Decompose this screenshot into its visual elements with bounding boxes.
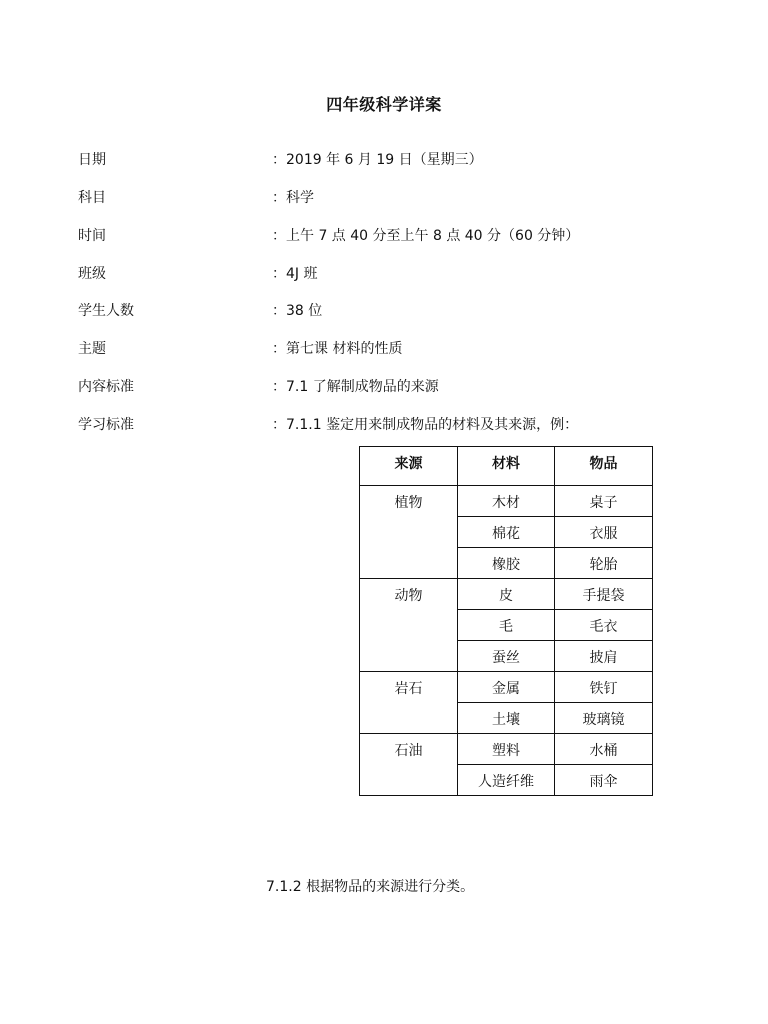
material-cell: 毛 bbox=[458, 610, 555, 641]
info-row-class bbox=[0, 263, 768, 287]
info-row-content-standard bbox=[0, 376, 768, 400]
table-row bbox=[360, 486, 653, 517]
item-cell: 桌子 bbox=[555, 486, 653, 517]
materials-source-table bbox=[359, 446, 653, 796]
item-cell: 毛衣 bbox=[555, 610, 653, 641]
info-label: 主题 bbox=[78, 341, 106, 357]
item-cell: 铁钉 bbox=[555, 672, 653, 703]
material-cell: 塑料 bbox=[458, 734, 555, 765]
info-label: 时间 bbox=[78, 228, 106, 244]
info-value: ：38 位 bbox=[272, 303, 323, 319]
material-cell: 皮 bbox=[458, 579, 555, 610]
document-title: 四年级科学详案 bbox=[326, 95, 442, 114]
header-item: 物品 bbox=[555, 447, 653, 486]
info-value: ：第七课 材料的性质 bbox=[272, 341, 403, 357]
info-value: ：7.1.1 鉴定用来制成物品的材料及其来源，例： bbox=[272, 417, 579, 433]
info-row-topic bbox=[0, 338, 768, 362]
material-cell: 棉花 bbox=[458, 517, 555, 548]
material-cell: 人造纤维 bbox=[458, 765, 555, 796]
learning-standard-7-1-2: 7.1.2 根据物品的来源进行分类。 bbox=[266, 879, 475, 895]
info-value: ：科学 bbox=[272, 190, 314, 206]
material-cell: 木材 bbox=[458, 486, 555, 517]
info-label: 内容标准 bbox=[78, 379, 134, 395]
item-cell: 玻璃镜 bbox=[555, 703, 653, 734]
item-cell: 雨伞 bbox=[555, 765, 653, 796]
info-label: 学生人数 bbox=[78, 303, 134, 319]
item-cell: 披肩 bbox=[555, 641, 653, 672]
info-value: ：7.1 了解制成物品的来源 bbox=[272, 379, 439, 395]
material-cell: 蚕丝 bbox=[458, 641, 555, 672]
item-cell: 衣服 bbox=[555, 517, 653, 548]
table-header-row bbox=[360, 447, 653, 486]
info-value: ：2019 年 6 月 19 日（星期三） bbox=[272, 152, 483, 168]
item-cell: 水桶 bbox=[555, 734, 653, 765]
info-value: ：上午 7 点 40 分至上午 8 点 40 分（60 分钟） bbox=[272, 228, 580, 244]
table-row bbox=[360, 579, 653, 610]
header-source: 来源 bbox=[360, 447, 458, 486]
info-value: ：4J 班 bbox=[272, 266, 318, 282]
source-cell: 石油 bbox=[360, 734, 458, 796]
material-cell: 橡胶 bbox=[458, 548, 555, 579]
source-cell: 植物 bbox=[360, 486, 458, 579]
source-cell: 动物 bbox=[360, 579, 458, 672]
info-row-learning-standard bbox=[0, 414, 768, 438]
info-label: 日期 bbox=[78, 152, 106, 168]
header-material: 材料 bbox=[458, 447, 555, 486]
material-cell: 土壤 bbox=[458, 703, 555, 734]
info-row-subject bbox=[0, 187, 768, 211]
item-cell: 手提袋 bbox=[555, 579, 653, 610]
source-cell: 岩石 bbox=[360, 672, 458, 734]
info-row-time bbox=[0, 225, 768, 249]
info-label: 学习标准 bbox=[78, 417, 134, 433]
info-row-date bbox=[0, 149, 768, 173]
table-row bbox=[360, 672, 653, 703]
info-row-student-count bbox=[0, 300, 768, 324]
info-label: 科目 bbox=[78, 190, 106, 206]
table-row bbox=[360, 734, 653, 765]
info-label: 班级 bbox=[78, 266, 106, 282]
item-cell: 轮胎 bbox=[555, 548, 653, 579]
material-cell: 金属 bbox=[458, 672, 555, 703]
